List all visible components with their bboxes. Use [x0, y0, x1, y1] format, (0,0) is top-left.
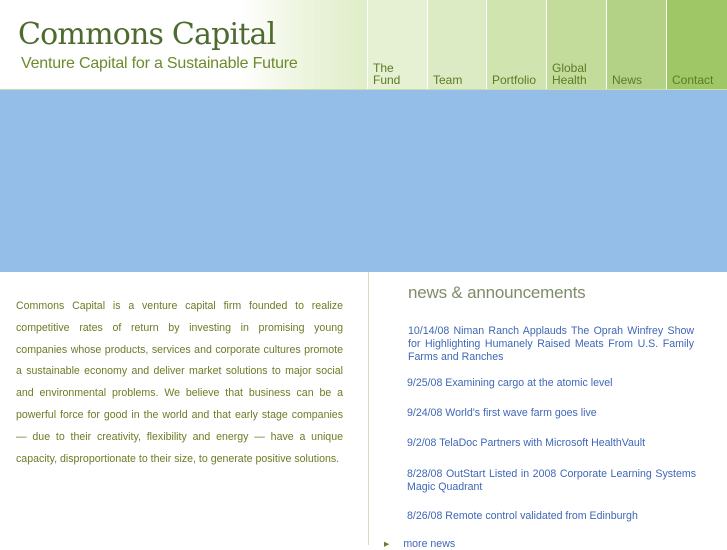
- news-heading: news & announcements: [408, 283, 586, 302]
- nav-item-portfolio[interactable]: [486, 0, 546, 90]
- intro-paragraph: Commons Capital is a venture capital firm founded to realize competitive rates of return by investing in promising young companies whose products, services and corporate cultures promote a sustainable economy and deliver market solutions to major social and environmental problems. We believe that business can be a powerful force for good in the world and that early stage companies — due to their creativity, flexibility and energy — have a unique capacity, disproportionate to their size, to generate positive solutions.: [16, 300, 343, 465]
- hero-banner: [0, 90, 727, 272]
- nav-item-contact[interactable]: [666, 0, 727, 90]
- news-link[interactable]: 9/24/08 World's first wave farm goes live: [407, 407, 597, 419]
- nav-label: Global Health: [552, 61, 587, 87]
- news-link[interactable]: 8/28/08 OutStart Listed in 2008 Corporate Learning Systems Magic Quadrant: [407, 468, 696, 493]
- site-tagline: Venture Capital for a Sustainable Future: [21, 55, 298, 72]
- more-news-label: more news: [403, 538, 456, 550]
- site-header: [0, 0, 727, 90]
- nav-label: Contact: [672, 73, 714, 87]
- news-link[interactable]: 10/14/08 Niman Ranch Applauds The Oprah Winfrey Show for Highlighting Humanely Raised Meats From U.S. Family Farms and Ranches: [408, 325, 694, 363]
- arrow-right-icon: ▸: [384, 538, 390, 550]
- nav-item-global-health[interactable]: [546, 0, 606, 90]
- more-news-link[interactable]: [384, 538, 455, 550]
- news-link[interactable]: 9/2/08 TelaDoc Partners with Microsoft HealthVault: [407, 437, 646, 449]
- news-link[interactable]: 8/26/08 Remote control validated from Edinburgh: [407, 510, 638, 522]
- site-logo-title[interactable]: Commons Capital: [18, 17, 276, 52]
- nav-item-news[interactable]: [606, 0, 666, 90]
- nav-item-the-fund[interactable]: [367, 0, 427, 90]
- nav-label: The Fund: [373, 61, 401, 87]
- nav-item-team[interactable]: [427, 0, 486, 90]
- column-divider: [368, 272, 369, 545]
- nav-label: Portfolio: [492, 73, 537, 87]
- main-nav: [367, 0, 727, 90]
- nav-label: Team: [433, 73, 463, 87]
- news-link[interactable]: 9/25/08 Examining cargo at the atomic level: [407, 377, 613, 389]
- nav-label: News: [612, 73, 643, 87]
